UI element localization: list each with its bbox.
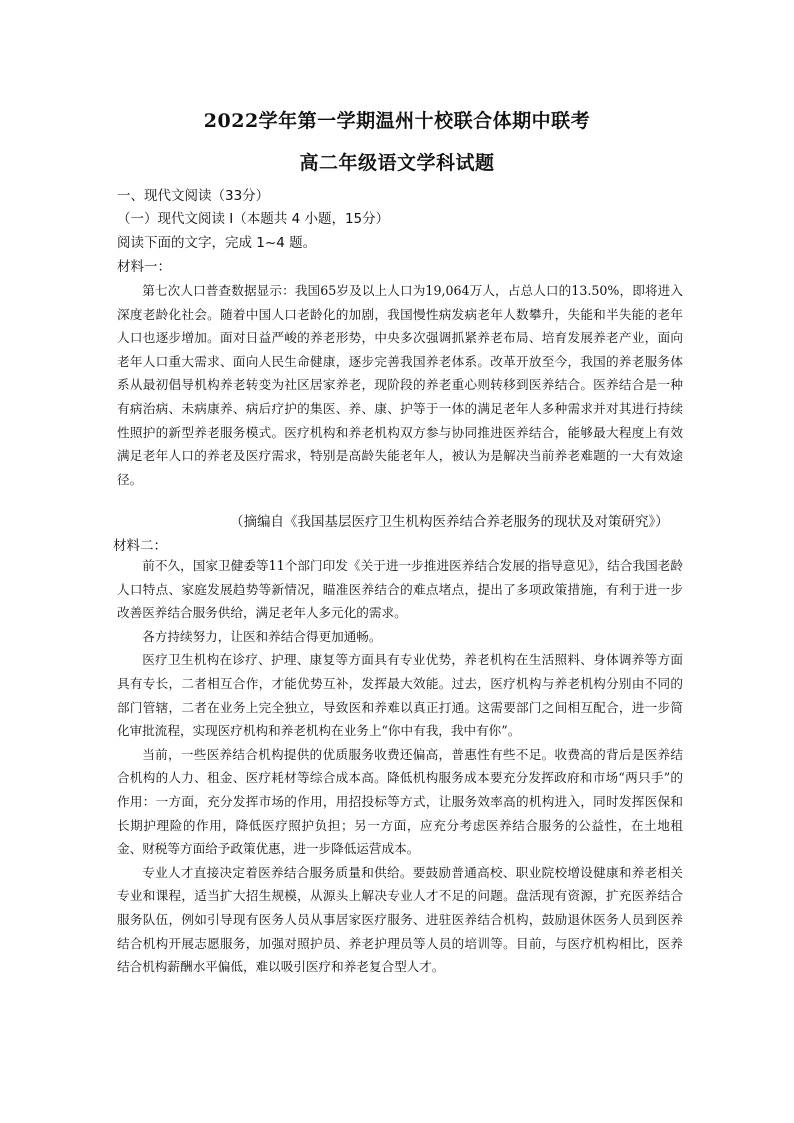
exam-subtitle: 高二年级语文学科试题 <box>299 152 495 174</box>
reading-instruction: 阅读下面的文字，完成 1~4 题。 <box>117 235 317 251</box>
section-heading: 一、现代文阅读（33分） <box>117 188 270 204</box>
material-2-paragraph: 医疗卫生机构在诊疗、护理、康复等方面具有专业优势，养老机构在生活照料、身体调养等方面具有专长，二者相互合作，才能优势互补，发挥最大效能。过去，医疗机构与养老机构分别由不同的部门管辖，二者在业务上完全独立，导致医和养难以真正打通。这需要部门之间相互配合，进一步简化审批流程，实现医疗机构和养老机构在业务上“你中有我，我中有你”。 <box>117 652 683 739</box>
material-2-paragraph: 当前，一些医养结合机构提供的优质服务收费还偏高，普惠性有些不足。收费高的背后是医养结合机构的人力、租金、医疗耗材等综合成本高。降低机构服务成本要充分发挥政府和市场“两只手”的作用：一方面，充分发挥市场的作用，用招投标等方式，让服务效率高的机构进入，同时发挥医保和长期护理险的作用，降低医疗照护负担；另一方面，应充分考虑医养结合服务的公益性，在土地租金、财税等方面给予政策优惠，进一步降低运营成本。 <box>117 746 683 857</box>
material-1-body <box>117 279 683 491</box>
material-2-paragraph: 各方持续努力，让医和养结合得更加通畅。 <box>142 628 382 644</box>
material-2-paragraph: 前不久，国家卫健委等11个部门印发《关于进一步推进医养结合发展的指导意见》，结合我国老龄人口特点、家庭发展趋势等新情况，瞄准医养结合的难点堵点，提出了多项政策措施，有利于进一步改善医养结合服务供给，满足老年人多元化的需求。 <box>117 558 683 621</box>
material-1-paragraph: 第七次人口普查数据显示：我国65岁及以上人口为19,064万人，占总人口的13.50%，即将进入深度老龄化社会。随着中国人口老龄化的加剧，我国慢性病发病老年人数攀升，失能和半失能的老年人口也逐步增加。面对日益严峻的养老形势，中央多次强调抓紧养老布局、培育发展养老产业，面向老年人口重大需求、面向人民生命健康，逐步完善我国养老体系。改革开放至今，我国的养老服务体系从最初倡导机构养老转变为社区居家养老，现阶段的养老重心则转移到医养结合。医养结合是一种有病治病、未病康养、病后疗护的集医、养、康、护等于一体的满足老年人多种需求并对其进行持续性照护的新型养老服务模式。医疗机构和养老机构双方参与协同推进医养结合，能够最大程度上有效满足老年人口的养老及医疗需求，特别是高龄失能老年人，被认为是解决当前养老难题的一大有效途径。 <box>117 283 683 487</box>
material-1-label: 材料一： <box>117 259 171 275</box>
material-2-paragraph: 专业人才直接决定着医养结合服务质量和供给。要鼓励普通高校、职业院校增设健康和养老相关专业和课程，适当扩大招生规模，从源头上解决专业人才不足的问题。盘活现有资源，扩充医养结合服务队伍，例如引导现有医务人员从事居家医疗服务、进驻医养结合机构，鼓励退休医务人员到医养结合机构开展志愿服务，加强对照护员、养老护理员等人员的培训等。目前，与医疗机构相比，医养结合机构薪酬水平偏低，难以吸引医疗和养老复合型人才。 <box>117 864 683 975</box>
material-1-source: （摘编自《我国基层医疗卫生机构医养结合养老服务的现状及对策研究》） <box>230 514 669 530</box>
material-2-label: 材料二： <box>113 538 167 554</box>
subsection-heading: （一）现代文阅读 I（本题共 4 小题，15分） <box>117 211 390 227</box>
material-2-body <box>117 554 683 979</box>
exam-title: 2022学年第一学期温州十校联合体期中联考 <box>203 110 591 132</box>
